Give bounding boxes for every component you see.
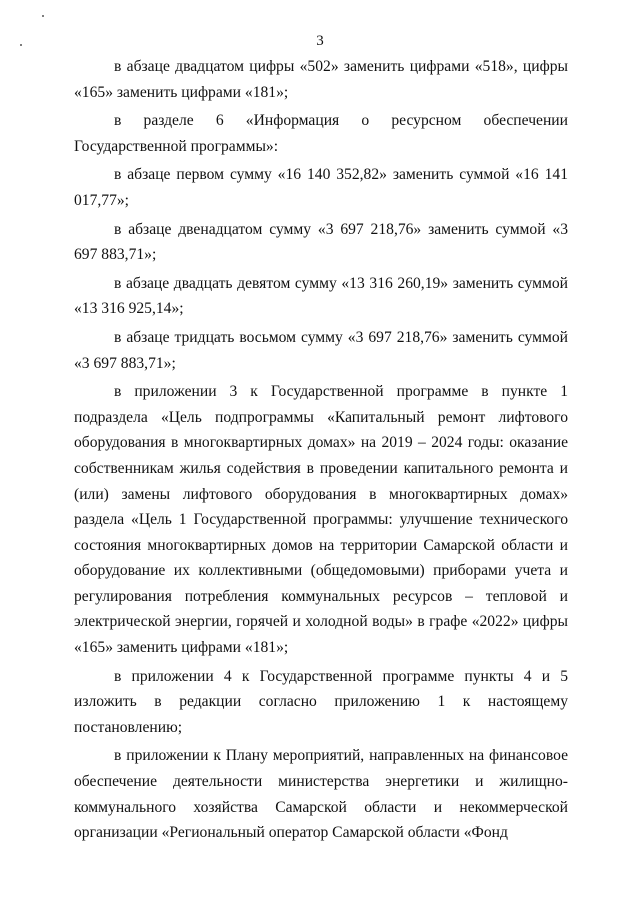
paragraph: в приложении 4 к Государственной программе пункты 4 и 5 изложить в редакции согласно приложению 1 к настоящему постановлению; bbox=[74, 667, 568, 736]
paragraph: в абзаце двадцать девятом сумму «13 316 260,19» заменить суммой «13 316 925,14»; bbox=[74, 274, 568, 318]
paragraph: в разделе 6 «Информация о ресурсном обеспечении Государственной программы»: bbox=[74, 112, 568, 155]
paragraph: в абзаце тридцать восьмом сумму «3 697 218,76» заменить суммой «3 697 883,71»; bbox=[74, 328, 568, 372]
document-body bbox=[74, 54, 568, 846]
page-number: 3 bbox=[316, 33, 324, 49]
paragraph: в приложении к Плану мероприятий, направленных на финансовое обеспечение деятельности министерства энергетики и жилищно-коммунального хозяйства Самарской области и некоммерческой организации «Региональный оператор Самарской области «Фонд bbox=[74, 747, 568, 842]
paragraph: в абзаце двадцатом цифры «502» заменить цифрами «518», цифры «165» заменить цифрами «181»; bbox=[74, 58, 568, 101]
scan-speck bbox=[42, 15, 44, 17]
paragraph: в абзаце двенадцатом сумму «3 697 218,76» заменить суммой «3 697 883,71»; bbox=[74, 220, 568, 264]
paragraph: в абзаце первом сумму «16 140 352,82» заменить суммой «16 141 017,77»; bbox=[74, 166, 568, 209]
paragraph: в приложении 3 к Государственной программе в пункте 1 подраздела «Цель подпрограммы «Капитальный ремонт лифтового оборудования в многоквартирных домах» на 2019 – 2024 годы: оказание собственникам жилья содействия в проведении капитального ремонта и (или) замены лифтового оборудования в многоквартирных домах» раздела «Цель 1 Государственной программы: улучшение технического состояния многоквартирных домов на территории Самарской области и оборудование их коллективными (общедомовыми) приборами учета и регулирования потребления коммунальных ресурсов – тепловой и электрической энергии, горячей и холодной воды» в графе «2022» цифры «165» заменить цифрами «181»; bbox=[74, 383, 568, 657]
